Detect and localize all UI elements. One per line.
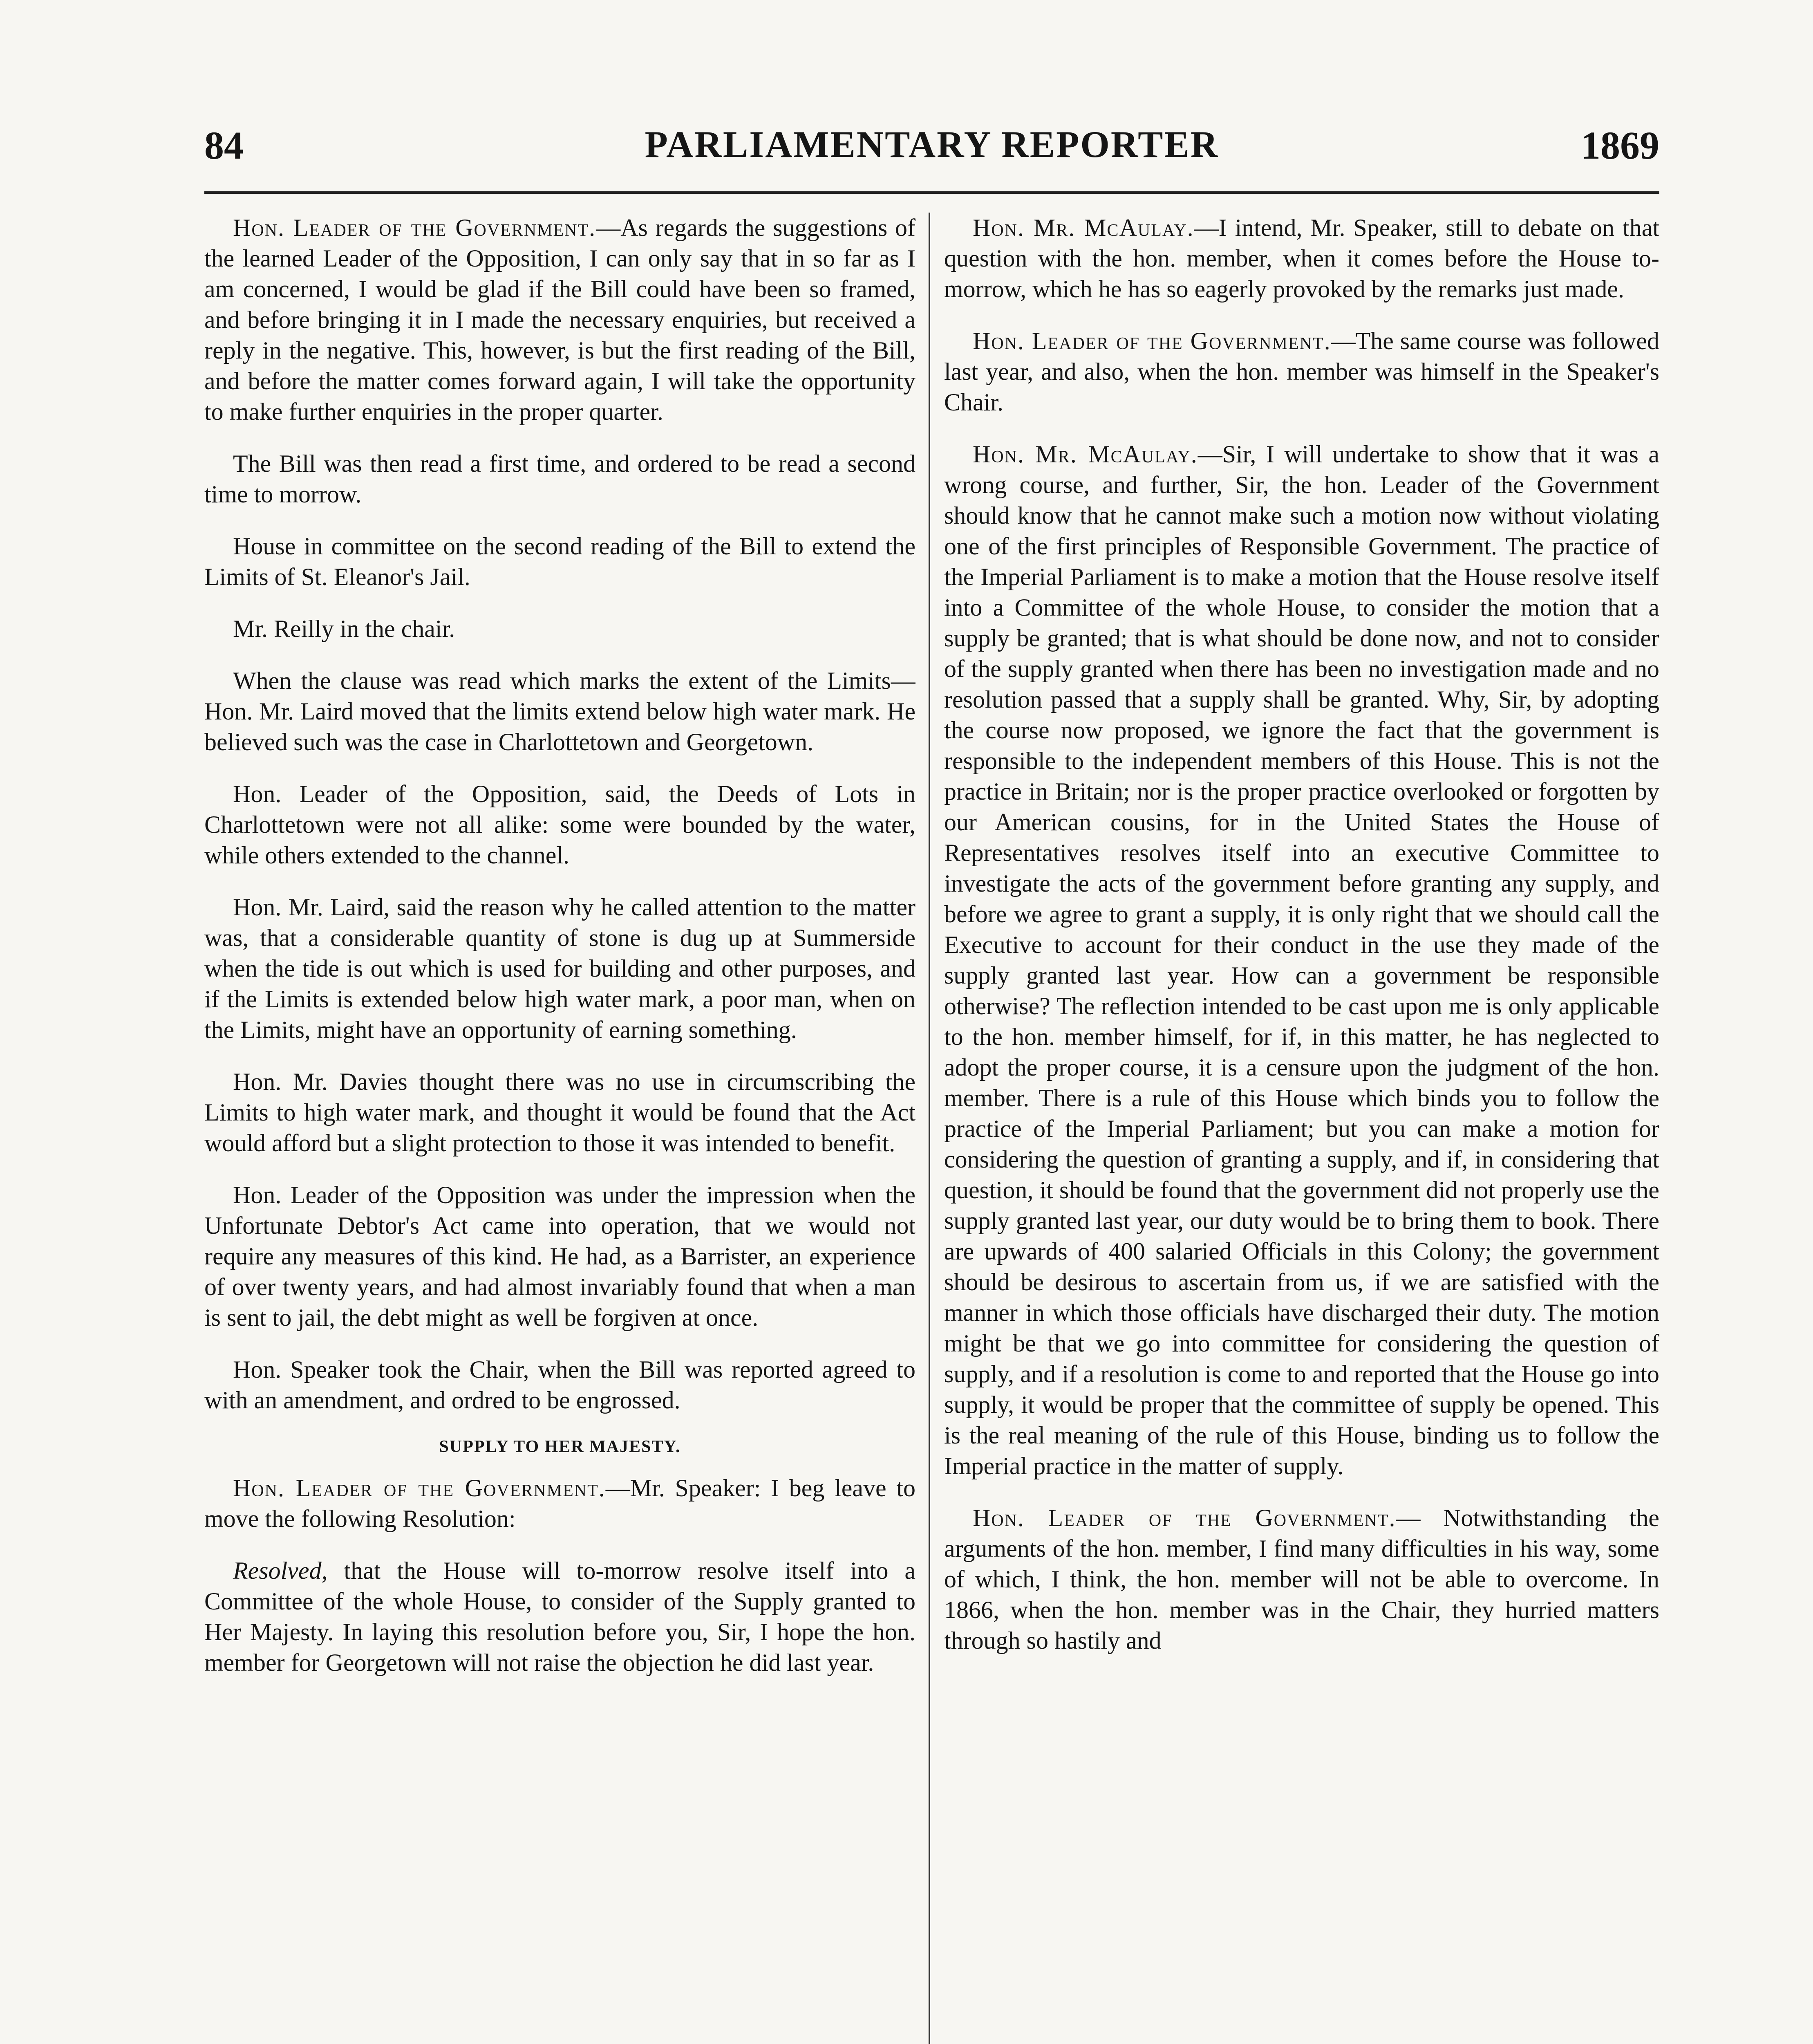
paragraph-text: —As regards the suggestions of the learned Leader of the Opposition, I can only say that in so far as I am concerned, I would be glad if the Bill could have been so framed, and before bringing it in I made the necessary enquiries, but received a reply in the negative. This, however, is but the first reading of the Bill, and before the matter comes forward again, I will take the opportunity to make further enquiries in the proper quarter.	[204, 214, 915, 425]
page-header	[204, 123, 1659, 188]
speaker-name: Hon. Mr. McAulay.	[973, 214, 1194, 241]
speaker-name: Hon. Leader of the Government.	[233, 1475, 606, 1502]
paragraph-house-in-committee: House in committee on the second reading of the Bill to extend the Limits of St. Eleanor's Jail.	[204, 533, 915, 590]
section-heading: SUPPLY TO HER MAJESTY.	[439, 1437, 681, 1456]
paragraph-mcaulay-wrong-course	[944, 439, 1659, 1481]
paragraph-text: —I intend, Mr. Speaker, still to debate on that question with the hon. member, when it comes before the House to-morrow, which he has so eagerly provoked by the remarks just made.	[944, 214, 1659, 303]
speaker-name: Hon. Mr. McAulay.	[973, 441, 1198, 468]
paragraph-davies-remarks: Hon. Mr. Davies thought there was no use in circumscribing the Limits to high water mark, and thought it would be found that the Act would afford but a slight protection to those it was intended to benefit.	[204, 1068, 915, 1156]
running-title: PARLIAMENTARY REPORTER	[645, 123, 1219, 165]
paragraph-text: that the House will to-morrow resolve itself into a Committee of the whole House, to consider of the Supply granted to Her Majesty. In laying this resolution before you, Sir, I hope the hon. member for Georgetown will not raise the objection he did last year.	[204, 1557, 915, 1676]
paragraph-text: — Notwithstanding the arguments of the hon. member, I find many difficulties in his way, some of which, I think, the hon. member will not be able to overcome. In 1866, when the hon. member was in the Chair, they hurried matters through so hastily and	[944, 1504, 1659, 1654]
paragraph-leader-government-reply	[204, 213, 915, 427]
right-column	[944, 213, 1659, 2044]
header-rule	[204, 191, 1659, 194]
page-number: 84	[204, 123, 244, 167]
paragraph-laird-remarks: Hon. Mr. Laird, said the reason why he called attention to the matter was, that a considerable quantity of stone is dug up at Summerside when the tide is out which is used for building and other purposes, and if the Limits is extended below high water mark, a poor man, when on the Limits, might have an opportunity of earning something.	[204, 894, 915, 1043]
left-column	[204, 213, 915, 2044]
paragraph-opposition-debtors-act: Hon. Leader of the Opposition was under the impression when the Unfortunate Debtor's Act came into operation, that we would not require any measures of this kind. He had, as a Barrister, an experience of over twenty years, and had almost invariably found that when a man is sent to jail, the debt might as well be forgiven at once.	[204, 1181, 915, 1331]
paragraph-deeds-of-lots: Hon. Leader of the Opposition, said, the Deeds of Lots in Charlottetown were not all alike: some were bounded by the water, while others extended to the channel.	[204, 780, 915, 869]
paragraph-bill-first-reading: The Bill was then read a first time, and ordered to be read a second time to morrow.	[204, 450, 915, 508]
speaker-name: Hon. Leader of the Government.	[973, 327, 1331, 354]
paragraph-motion-resolution	[204, 1473, 915, 1534]
paragraph-limits-clause: When the clause was read which marks the extent of the Limits—Hon. Mr. Laird moved that the limits extend below high water mark. He believed such was the case in Charlottetown and Georgetown.	[204, 667, 915, 755]
paragraph-text: —Sir, I will undertake to show that it was a wrong course, and further, Sir, the hon. Leader of the Government should know that he cannot make such a motion now without violating one of the first principles of Responsible Government. The practice of the Imperial Parliament is to make a motion that the House resolve itself into a Committee of the whole House, to consider the motion that a supply be granted; that is what should be done now, and not to consider of the supply granted when there has been no investigation made and no resolution passed that a supply shall be granted. Why, Sir, by adopting the course now proposed, we ignore the fact that the government is responsible to the independent members of this House. This is not the practice in Britain; nor is the proper practice overlooked or forgotten by our American cousins, for in the United States the House of Representatives resolves itself into an executive Committee to investigate the acts of the government before granting any supply, and before we agree to grant a supply, it is only right that we should call the Executive to account for their conduct in the use they made of the supply granted last year. How can a government be responsible otherwise? The reflection intended to be cast upon me is only applicable to the hon. member himself, for if, in this matter, he has neglected to adopt the proper course, it is a censure upon the judgment of the hon. member. There is a rule of this House which binds you to follow the practice of the Imperial Parliament; but you can make a motion for considering the question of granting a supply, and if, in considering that question, it should be found that the government did not properly use the supply granted last year, our duty would be to bring them to book. There are upwards of 400 salaried Officials in this Colony; the government should be desirous to ascertain from us, if we are satisfied with the manner in which those officials have discharged their duty. The motion might be that we go into committee for considering the question of supply, and if a resolution is come to and reported that the House go into supply, it would be proper that the committee of supply be opened. This is the real meaning of the rule of this House, binding us to follow the Imperial practice in the matter of supply.	[944, 441, 1659, 1479]
speaker-name: Hon. Leader of the Government.	[233, 214, 596, 241]
paragraph-notwithstanding	[944, 1503, 1659, 1656]
speaker-name: Hon. Leader of the Government.	[973, 1504, 1396, 1531]
page-year: 1869	[1581, 123, 1659, 167]
paragraph-text: —The same course was followed last year, and also, when the hon. member was himself in the Speaker's Chair.	[944, 327, 1659, 416]
column-divider	[929, 213, 930, 2044]
paragraph-resolved	[204, 1555, 915, 1678]
paragraph-same-course	[944, 326, 1659, 418]
paragraph-text: —Mr. Speaker: I beg leave to move the following Resolution:	[204, 1475, 915, 1532]
paragraph-chair: Mr. Reilly in the chair.	[233, 615, 455, 642]
paragraph-mcaulay-intend	[944, 213, 1659, 305]
resolved-lead: Resolved,	[233, 1557, 328, 1584]
paragraph-speaker-took-chair: Hon. Speaker took the Chair, when the Bill was reported agreed to with an amendment, and ordred to be engrossed.	[204, 1356, 915, 1414]
